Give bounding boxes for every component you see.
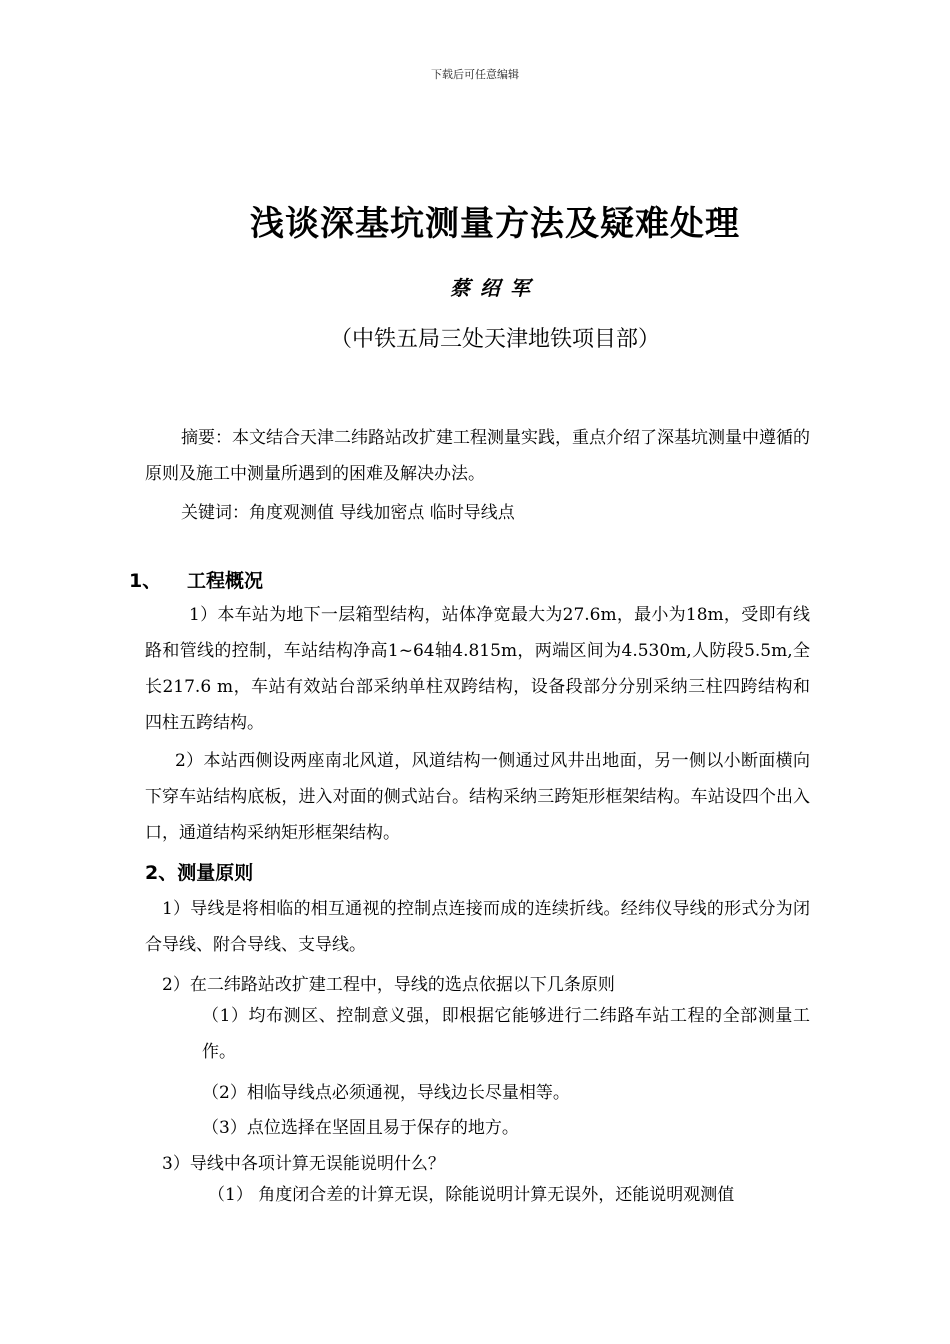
section-2-paragraph-3: 3）导线中各项计算无误能说明什么？ (162, 1154, 445, 1174)
sub-item-1: （1） 角度闭合差的计算无误，除能说明计算无误外，还能说明观测值 (208, 1185, 735, 1205)
section-2-paragraph-2: 2）在二纬路站改扩建工程中，导线的选点依据以下几条原则 (162, 975, 615, 995)
list-item-1: （1）均布测区、控制意义强，即根据它能够进行二纬路车站工程的全部测量工作。 (202, 1006, 810, 1062)
section-1-number: 1、 (129, 570, 162, 592)
section-1-heading: 工程概况 (187, 570, 264, 592)
list-item-2: （2）相临导线点必须通视，导线边长尽量相等。 (202, 1083, 570, 1103)
section-2-heading: 2、测量原则 (145, 862, 254, 884)
section-1-paragraph-2: 2）本站西侧设两座南北风道，风道结构一侧通过风井出地面，另一侧以小断面横向下穿车站结构底板，进入对面的侧式站台。结构采纳三跨矩形框架结构。车站设四个出入口，通道结构采纳矩形框架结构。 (145, 751, 810, 843)
section-1-paragraph-1: 1）本车站为地下一层箱型结构，站体净宽最大为27.6m，最小为18m，受即有线路和管线的控制，车站结构净高1~64轴4.815m，两端区间为4.530m,人防段5.5m,全长217.6 m，车站有效站台部采纳单柱双跨结构，设备段部分分别采纳三柱四跨结构和四柱五跨结构。 (145, 605, 810, 733)
document-title: 浅谈深基坑测量方法及疑难处理 (250, 204, 740, 244)
header-note: 下载后可任意编辑 (431, 68, 519, 81)
author-name: 蔡绍军 (450, 276, 540, 300)
section-2-paragraph-1: 1）导线是将相临的相互通视的控制点连接而成的连续折线。经纬仪导线的形式分为闭合导线、附合导线、支导线。 (145, 899, 810, 955)
list-item-3: （3）点位选择在坚固且易于保存的地方。 (202, 1118, 519, 1138)
author-affiliation: （中铁五局三处天津地铁项目部） (329, 327, 660, 352)
keywords-line: 关键词：角度观测值 导线加密点 临时导线点 (181, 503, 515, 523)
abstract-paragraph: 摘要：本文结合天津二纬路站改扩建工程测量实践，重点介绍了深基坑测量中遵循的原则及施工中测量所遇到的困难及解决办法。 (145, 428, 810, 484)
